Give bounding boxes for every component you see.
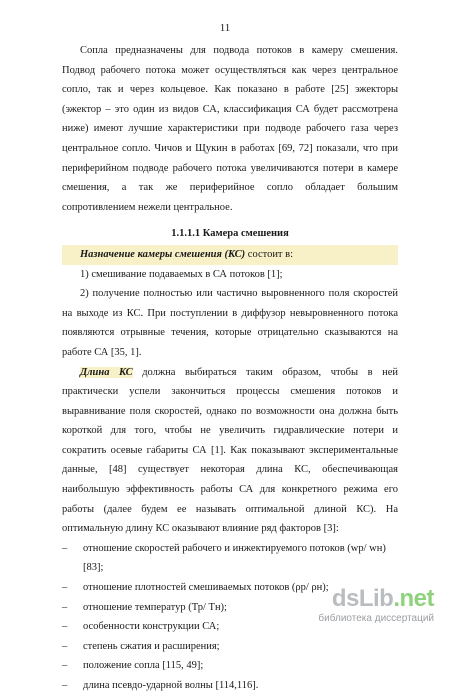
dslib-watermark-link[interactable] (318, 587, 434, 624)
list-marker: – (62, 621, 68, 633)
list-marker: – (62, 601, 68, 613)
purpose-text: состоит в: (245, 248, 294, 260)
page-number: 11 (219, 22, 231, 34)
paragraph-nozzles: Сопла предназначены для подвода потоков в камеру смешения. Подвод рабочего потока может осуществляться как через центральное сопло, так и через кольцевое. Как показано в работе [25] эжекторы (эжектор – это один из видов СА, классификация СА будет рассмотрена ниже) имеют лучшие характеристики при подводе рабочего газа через центральное сопло. Чичов и Щукин в работах [69, 72] показали, что при периферийном подводе рабочего потока увеличиваются потери в камере смешения, а так же периферийное сопло обладает большим сопротивлением нежели центральное. (62, 45, 398, 213)
section-heading: 1.1.1.1 Камера смешения (171, 228, 289, 240)
logo-text-gray: dsLib (331, 585, 394, 612)
list-item-text: длина псевдо-ударной волны [114,116]. (83, 680, 259, 691)
paragraph-length (62, 363, 398, 539)
dslib-logo (318, 587, 434, 611)
purpose-term: Назначение камеры смешения (КС) (80, 248, 246, 260)
purpose-item-1: 1) смешивание подаваемых в СА потоков [1]; (80, 268, 283, 280)
list-item (62, 676, 398, 696)
list-item-text: отношение температур (Тр/ Тн); (83, 601, 227, 613)
list-item (62, 637, 398, 657)
list-item-text: степень сжатия и расширения; (83, 640, 220, 652)
list-item-text: отношение скоростей рабочего и инжектируемого потоков (wр/ wн) [83]; (83, 542, 386, 574)
list-item (62, 539, 398, 578)
length-text: должна выбираться таким образом, чтобы в ней практически успели закончиться процессы смешения потоков и выравнивание поля скоростей, однако по возможности она должна быть короткой для того, чтобы не увеличить гидравлические потери и сократить осевые габариты СА [1]. Как показывают экспериментальные данные, [48] существует некоторая длина КС, обеспечивающая наибольшую эффективность работы СА для конкретного режима его работы (далее будем ее называть оптимальной длиной КС). На оптимальную длину КС оказывают влияние ряд факторов [3]: (62, 366, 398, 535)
logo-text-green: .net (393, 585, 434, 612)
list-marker: – (62, 582, 68, 594)
list-item (62, 656, 398, 676)
length-term: Длина КС (80, 366, 133, 378)
list-item-text: положение сопла [115, 49]; (83, 660, 204, 672)
paragraph-purpose (62, 245, 398, 265)
list-marker: – (62, 660, 68, 672)
list-marker: – (62, 680, 68, 691)
list-marker: – (62, 542, 68, 554)
list-item-text: особенности конструкции СА; (83, 621, 220, 633)
purpose-item-2: 2) получение полностью или частично выровненного поля скоростей на выходе из КС. При поступлении в диффузор невыровненного потока появляются отрывные течения, которые отрицательно сказываются на работе СА [35, 1]. (62, 288, 398, 358)
logo-tagline: библиотека диссертаций (318, 613, 434, 624)
list-item-text: отношение плотностей смешиваемых потоков (ρр/ ρн); (83, 582, 329, 594)
list-marker: – (62, 640, 68, 652)
